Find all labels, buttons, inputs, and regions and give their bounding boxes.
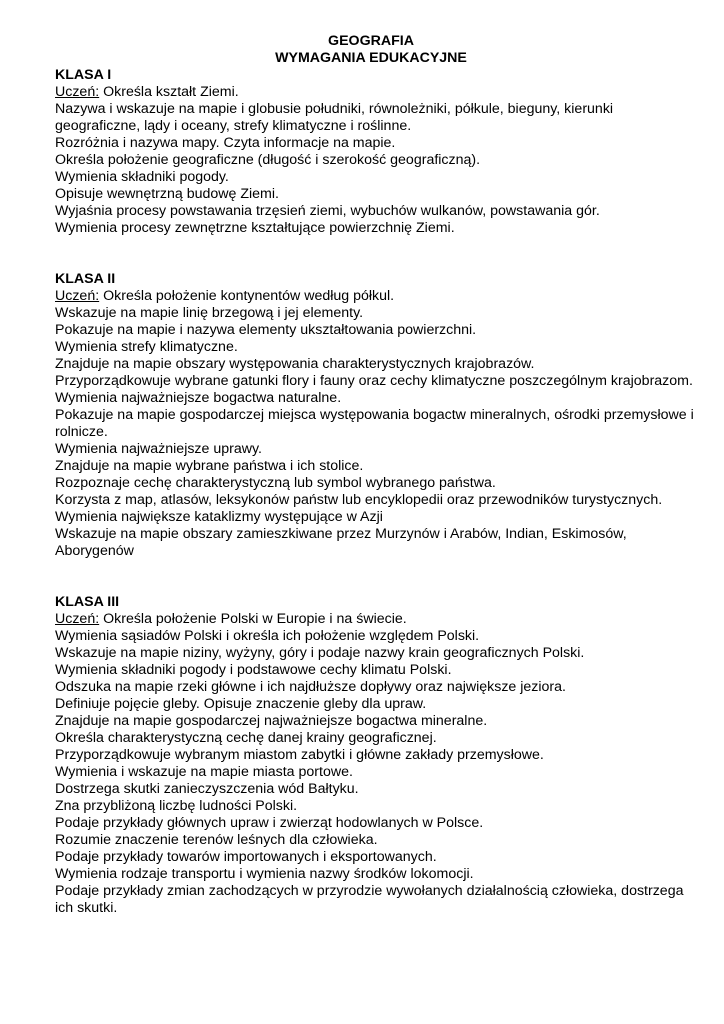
requirement-line: Podaje przykłady towarów importowanych i eksportowanych. — [55, 849, 437, 865]
requirement-line: Nazywa i wskazuje na mapie i globusie południki, równoleżniki, półkule, bieguny, kierunki geograficzne, lądy i oceany, strefy klimatyczne i roślinne. — [55, 101, 614, 134]
requirement-line: Dostrzega skutki zanieczyszczenia wód Bałtyku. — [55, 781, 359, 797]
requirement-line: Przyporządkowuje wybranym miastom zabytki i główne zakłady przemysłowe. — [55, 747, 544, 763]
requirement-line: Przyporządkowuje wybrane gatunki flory i fauny oraz cechy klimatyczne poszczególnym krajobrazom. — [55, 373, 693, 389]
section-intro — [55, 84, 695, 101]
requirement-line: Znajduje na mapie obszary występowania charakterystycznych krajobrazów. — [55, 356, 535, 372]
requirement-line: Wymienia największe kataklizmy występujące w Azji — [55, 509, 383, 525]
section-intro — [55, 288, 695, 305]
document-page — [55, 33, 695, 917]
section-heading: KLASA I — [55, 67, 112, 83]
lead-label: Uczeń: — [55, 611, 100, 627]
lead-label: Uczeń: — [55, 288, 100, 304]
requirement-line: Wymienia procesy zewnętrzne kształtujące powierzchnię Ziemi. — [55, 220, 455, 236]
requirement-line: Podaje przykłady zmian zachodzących w przyrodzie wywołanych działalnością człowieka, dostrzega ich skutki. — [55, 883, 684, 916]
requirement-line: Wymienia rodzaje transportu i wymienia nazwy środków lokomocji. — [55, 866, 474, 882]
requirement-line: Znajduje na mapie gospodarczej najważniejsze bogactwa mineralne. — [55, 713, 488, 729]
requirement-line: Wymienia najważniejsze bogactwa naturalne. — [55, 390, 342, 406]
requirement-line: Rozpoznaje cechę charakterystyczną lub symbol wybranego państwa. — [55, 475, 496, 491]
intro-text: Określa kształt Ziemi. — [99, 84, 239, 100]
section-klasa-3 — [55, 594, 695, 917]
requirement-line: Rozróżnia i nazywa mapy. Czyta informacje na mapie. — [55, 135, 396, 151]
requirement-line: Rozumie znaczenie terenów leśnych dla człowieka. — [55, 832, 378, 848]
section-heading: KLASA II — [55, 271, 116, 287]
requirement-line: Zna przybliżoną liczbę ludności Polski. — [55, 798, 298, 814]
requirement-line: Podaje przykłady głównych upraw i zwierząt hodowlanych w Polsce. — [55, 815, 484, 831]
requirement-line: Wskazuje na mapie linię brzegową i jej elementy. — [55, 305, 364, 321]
requirement-line: Opisuje wewnętrzną budowę Ziemi. — [55, 186, 279, 202]
intro-text: Określa położenie Polski w Europie i na świecie. — [99, 611, 407, 627]
requirement-line: Wymienia i wskazuje na mapie miasta portowe. — [55, 764, 353, 780]
requirement-line: Wymienia składniki pogody. — [55, 169, 229, 185]
requirement-line: Wyjaśnia procesy powstawania trzęsień ziemi, wybuchów wulkanów, powstawania gór. — [55, 203, 600, 219]
requirement-line: Pokazuje na mapie i nazywa elementy ukształtowania powierzchni. — [55, 322, 477, 338]
requirement-line: Wymienia sąsiadów Polski i określa ich położenie względem Polski. — [55, 628, 480, 644]
requirement-line: Korzysta z map, atlasów, leksykonów państw lub encyklopedii oraz przewodników turystycznych. — [55, 492, 663, 508]
section-klasa-2 — [55, 271, 695, 560]
requirement-line: Definiuje pojęcie gleby. Opisuje znaczenie gleby dla upraw. — [55, 696, 427, 712]
requirement-line: Znajduje na mapie wybrane państwa i ich stolice. — [55, 458, 364, 474]
requirement-line: Wymienia strefy klimatyczne. — [55, 339, 238, 355]
document-subtitle: WYMAGANIA EDUKACYJNE — [275, 50, 467, 66]
requirement-line: Wskazuje na mapie niziny, wyżyny, góry i podaje nazwy krain geograficznych Polski. — [55, 645, 585, 661]
section-heading: KLASA III — [55, 594, 120, 610]
document-title: GEOGRAFIA — [328, 33, 414, 49]
requirement-line: Wymienia najważniejsze uprawy. — [55, 441, 262, 457]
requirement-line: Wskazuje na mapie obszary zamieszkiwane przez Murzynów i Arabów, Indian, Eskimosów, Aborygenów — [55, 526, 627, 559]
intro-text: Określa położenie kontynentów według półkul. — [99, 288, 395, 304]
requirement-line: Wymienia składniki pogody i podstawowe cechy klimatu Polski. — [55, 662, 452, 678]
requirement-line: Określa charakterystyczną cechę danej krainy geograficznej. — [55, 730, 437, 746]
lead-label: Uczeń: — [55, 84, 100, 100]
requirement-line: Pokazuje na mapie gospodarczej miejsca występowania bogactw mineralnych, ośrodki przemysłowe i rolnicze. — [55, 407, 694, 440]
section-spacer — [55, 237, 695, 271]
section-klasa-1 — [55, 67, 695, 237]
section-intro — [55, 611, 695, 628]
requirement-line: Odszuka na mapie rzeki główne i ich najdłuższe dopływy oraz największe jeziora. — [55, 679, 566, 695]
section-spacer — [55, 560, 695, 594]
requirement-line: Określa położenie geograficzne (długość i szerokość geograficzną). — [55, 152, 481, 168]
